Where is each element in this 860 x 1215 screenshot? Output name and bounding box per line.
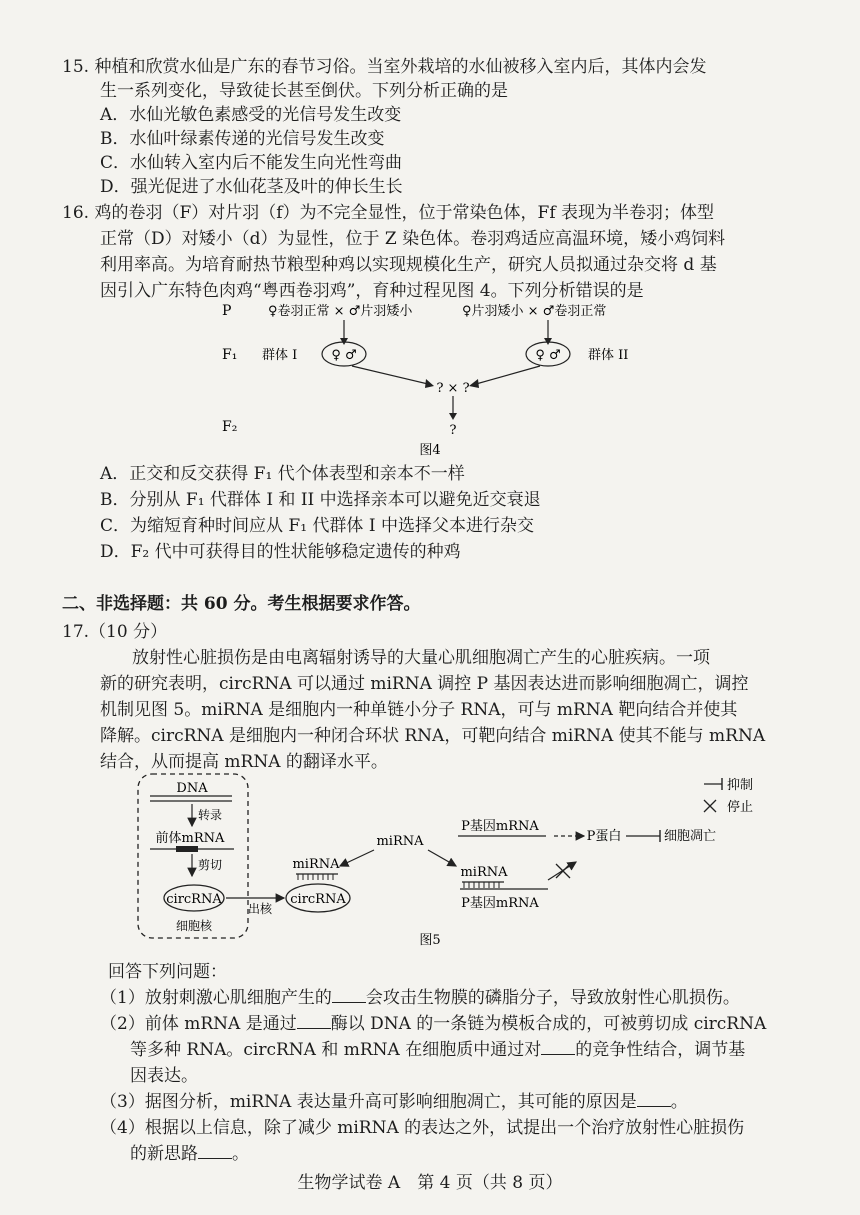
- fig5-mirna-free-label: miRNA: [376, 834, 424, 849]
- q17-number: 17.（10 分）: [62, 622, 168, 642]
- q15-stem-line2: 生一系列变化，导致徒长甚至倒伏。下列分析正确的是: [100, 81, 508, 101]
- fig4-cross-left: ♀卷羽正常 × ♂片羽矮小: [268, 304, 413, 319]
- fig5-caption: 图5: [419, 933, 441, 948]
- q17-sub4-text-b: 的新思路: [130, 1144, 198, 1164]
- q15-option-d: D．强光促进了水仙花茎及叶的伸长生长: [100, 177, 403, 197]
- fig5-apoptosis-label: 细胞凋亡: [664, 829, 717, 844]
- fig5-exit-label: 出核: [248, 902, 273, 916]
- fig4-group-left-pair: ♀ ♂: [331, 348, 357, 363]
- fig4-caption: 图4: [419, 443, 441, 458]
- q17-para-line2: 新的研究表明，circRNA 可以通过 miRNA 调控 P 基因表达进而影响细胞凋亡，调控: [100, 674, 749, 694]
- q17-sub4-text-c: 。: [232, 1144, 249, 1164]
- q17-sub2-text-a: （2）前体 mRNA 是通过: [100, 1014, 297, 1034]
- q17-sub3-text-b: 。: [670, 1092, 688, 1112]
- q17-sub2-text-c: 等多种 RNA。circRNA 和 mRNA 在细胞质中通过对: [130, 1040, 542, 1060]
- q16-stem-line3: 利用率高。为培育耐热节粮型种鸡以实现规模化生产，研究人员拟通过杂交将 d 基: [100, 255, 717, 275]
- fig5-arrow-to-circrna: [340, 850, 374, 866]
- q17-para-line4: 降解。circRNA 是细胞内一种闭合环状 RNA，可靶向结合 miRNA 使其不能与 mRNA: [100, 726, 766, 746]
- q17-sub3-text-a: （3）据图分析，miRNA 表达量升高可影响细胞凋亡，其可能的原因是: [100, 1092, 637, 1112]
- q17-sub1-text-a: （1）放射刺激心肌细胞产生的: [100, 988, 332, 1008]
- q17-sub2-line3: 因表达。: [130, 1066, 198, 1086]
- fig4-f2-result: ?: [449, 423, 457, 438]
- q17-sub2-blank2[interactable]: [541, 1040, 575, 1055]
- q17-sub2-text-b: 酶以 DNA 的一条链为模板合成的，可被剪切成 circRNA: [330, 1014, 767, 1034]
- q16-stem-line4: 因引入广东特色肉鸡“粤西卷羽鸡”，育种过程见图 4。下列分析错误的是: [100, 281, 644, 301]
- q16-stem-line2: 正常（D）对矮小（d）为显性，位于 Z 染色体。卷羽鸡适应高温环境，矮小鸡饲料: [100, 229, 726, 249]
- fig5-dna-label: DNA: [176, 781, 208, 796]
- q17-sub4-line2: [130, 1142, 249, 1166]
- fig4-group-left: 群体 I: [262, 348, 298, 363]
- fig5-p-mrna-bound-label: P基因mRNA: [461, 896, 539, 911]
- q17-sub3-blank[interactable]: [637, 1092, 671, 1107]
- fig5-legend-stop-label: 停止: [727, 800, 754, 815]
- fig5-stop-mark: [556, 864, 570, 878]
- q15-stem-text1: 种植和欣赏水仙是广东的春节习俗。当室外栽培的水仙被移入室内后，其体内会发: [94, 57, 707, 77]
- q16-option-b: B．分别从 F₁ 代群体 I 和 II 中选择亲本可以避免近交衰退: [100, 490, 541, 510]
- q17-sub4-blank[interactable]: [198, 1144, 232, 1159]
- q15-option-b: B．水仙叶绿素传递的光信号发生改变: [100, 129, 385, 149]
- fig5-p-protein-label: P蛋白: [586, 829, 622, 844]
- q17-sub2-line1: [100, 1012, 766, 1036]
- fig4-f2-label: F₂: [222, 419, 238, 435]
- fig5-transcribe-label: 转录: [198, 808, 223, 822]
- q17-para-line3: 机制见图 5。miRNA 是细胞内一种单链小分子 RNA，可与 mRNA 靶向结合并使其: [100, 700, 738, 720]
- q16-number: 16.: [62, 203, 90, 223]
- fig5-pre-mrna-exon: [176, 846, 198, 852]
- q15-option-c: C．水仙转入室内后不能发生向光性弯曲: [100, 153, 403, 173]
- fig4-cross-right: ♀片羽矮小 × ♂卷羽正常: [462, 304, 607, 319]
- q16-option-d: D．F₂ 代中可获得目的性状能够稳定遗传的种鸡: [100, 542, 461, 562]
- fig5-arrow-to-mrna: [428, 850, 456, 866]
- fig5-cut-label: 剪切: [198, 858, 223, 872]
- fig5-arrow-blocked: [548, 862, 576, 880]
- fig5-legend-stop-mark: [704, 800, 716, 812]
- fig5-circrna-cyto-label: circRNA: [290, 892, 346, 907]
- fig5-nucleus-box: [138, 774, 248, 938]
- q17-prompt: 回答下列问题：: [108, 962, 227, 982]
- q17-sub1: [100, 986, 740, 1010]
- fig5-pre-mrna-label: 前体mRNA: [155, 831, 225, 846]
- q17-sub1-text-b: 会攻击生物膜的磷脂分子，导致放射性心肌损伤。: [365, 988, 740, 1008]
- fig5-mirna-bound-pairs: [298, 874, 333, 880]
- fig4-group-right-pair: ♀ ♂: [535, 348, 561, 363]
- q17-sub2-blank1[interactable]: [297, 1014, 331, 1029]
- q17-sub2-line2: [130, 1038, 745, 1062]
- q16-option-c: C．为缩短育种时间应从 F₁ 代群体 I 中选择父本进行杂交: [100, 516, 534, 536]
- q17-sub3: [100, 1090, 688, 1114]
- fig5-mirna-target-pairs: [464, 882, 499, 888]
- q15-number: 15.: [62, 57, 90, 77]
- fig4-cross-mid: ? × ?: [436, 381, 470, 396]
- q17-para-line5: 结合，从而提高 mRNA 的翻译水平。: [100, 752, 388, 772]
- q17-sub1-blank[interactable]: [332, 988, 366, 1003]
- q16-stem-text1: 鸡的卷羽（F）对片羽（f）为不完全显性，位于常染色体，Ff 表现为半卷羽；体型: [94, 203, 715, 223]
- fig5-p-mrna-label: P基因mRNA: [461, 819, 539, 834]
- q15-option-a: A．水仙光敏色素感受的光信号发生改变: [100, 105, 402, 125]
- q17-sub4-line1: （4）根据以上信息，除了减少 miRNA 的表达之外，试提出一个治疗放射性心脏损伤: [100, 1118, 745, 1138]
- q16-option-a: A．正交和反交获得 F₁ 代个体表型和亲本不一样: [100, 464, 465, 484]
- page-footer: 生物学试卷 A 第 4 页（共 8 页）: [297, 1173, 563, 1193]
- q17-para-line1: 放射性心脏损伤是由电离辐射诱导的大量心肌细胞凋亡产生的心脏疾病。一项: [132, 648, 710, 668]
- fig5-mirna-target-label: miRNA: [460, 865, 508, 880]
- q17-sub2-text-d: 的竞争性结合，调节基: [575, 1040, 746, 1060]
- fig5-mirna-bound-label: miRNA: [292, 857, 340, 872]
- fig5-nucleus-label: 细胞核: [175, 919, 213, 933]
- fig4-f1-label: F₁: [222, 347, 238, 363]
- fig4-p-label: P: [222, 303, 232, 319]
- fig5-legend-inhibit-label: 抑制: [727, 778, 754, 793]
- fig5-circrna-nucleus-label: circRNA: [166, 892, 222, 907]
- section-2-heading: 二、非选择题：共 60 分。考生根据要求作答。: [62, 594, 421, 614]
- fig4-group-right: 群体 II: [588, 348, 629, 363]
